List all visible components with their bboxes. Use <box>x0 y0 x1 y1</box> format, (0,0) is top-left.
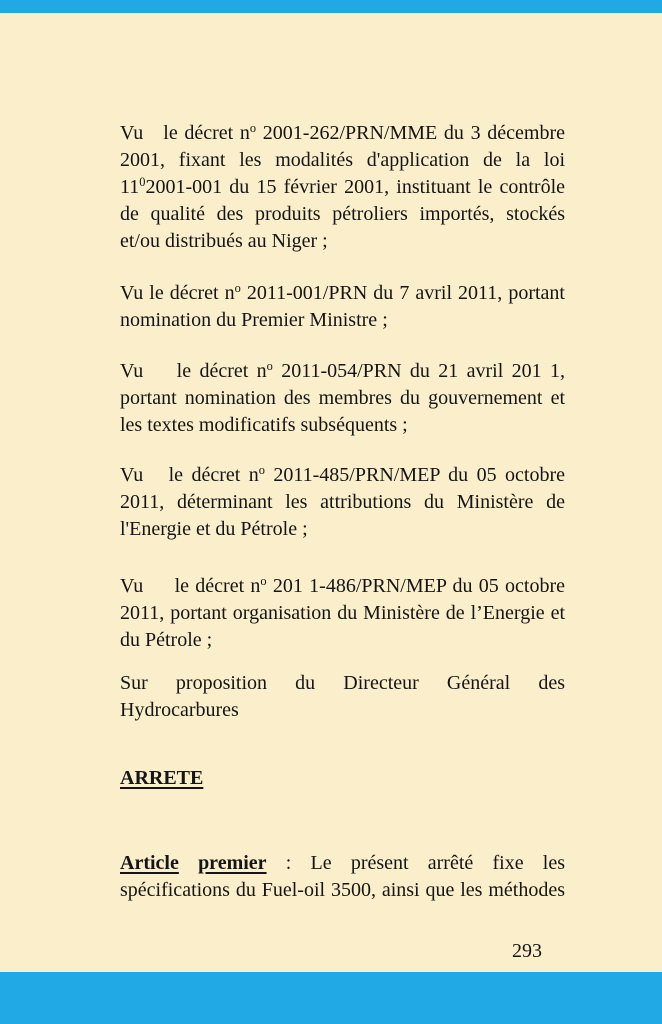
text-line <box>120 385 565 412</box>
text-run: l'Energie et du Pétrole ; <box>120 518 308 540</box>
text-line <box>120 489 565 516</box>
text-run: : Le présent arrêté fixe les <box>266 852 565 874</box>
text-run: Sur proposition du Directeur Général des <box>120 672 565 694</box>
superscript-text: o <box>260 574 267 589</box>
para-vu-decret-2011-001 <box>120 280 565 334</box>
text-line <box>120 120 565 147</box>
text-line <box>120 201 565 228</box>
text-run: 11 <box>120 176 140 198</box>
text-run: nomination du Premier Ministre ; <box>120 309 388 331</box>
page-number: 293 <box>512 940 542 962</box>
superscript-text: 0 <box>139 175 146 190</box>
text-line <box>120 147 565 174</box>
text-line <box>120 877 565 904</box>
superscript-text: o <box>258 463 265 478</box>
text-line <box>120 358 565 385</box>
text-run: 2011-001/PRN du 7 avril 2011, portant <box>240 282 565 304</box>
para-vu-decret-2011-485 <box>120 462 565 543</box>
superscript-text: o <box>234 281 241 296</box>
para-article-premier <box>120 850 565 904</box>
text-run: 201 1-486/PRN/MEP du 05 octobre <box>266 575 566 597</box>
text-run: 2001-262/PRN/MME du 3 décembre <box>256 122 565 144</box>
text-run: 2001, fixant les modalités d'application de la loi <box>120 149 565 171</box>
text-line <box>120 228 565 255</box>
text-line <box>120 850 565 877</box>
text-line <box>120 412 565 439</box>
text-run: spécifications du Fuel-oil 3500, ainsi que les méthodes <box>120 879 565 901</box>
para-vu-decret-2011-486 <box>120 573 565 654</box>
text-line <box>120 600 565 627</box>
text-line <box>120 573 565 600</box>
text-line <box>120 765 565 792</box>
text-run: Hydrocarbures <box>120 699 239 721</box>
text-line <box>120 516 565 543</box>
text-line <box>120 307 565 334</box>
text-run <box>179 852 198 874</box>
para-vu-decret-2011-054 <box>120 358 565 439</box>
text-run: Vu le décret n <box>120 575 261 597</box>
bottom-border-bar <box>0 972 662 1024</box>
text-run: 2011, déterminant les attributions du Ministère de <box>120 491 565 513</box>
text-line <box>120 697 565 724</box>
para-arrete <box>120 765 565 792</box>
superscript-text: o <box>249 121 257 136</box>
para-vu-decret-2001-262 <box>120 120 565 255</box>
superscript-text: o <box>266 359 273 374</box>
text-run: ARRETE <box>120 767 204 789</box>
text-run: premier <box>198 852 267 874</box>
text-line <box>120 174 565 201</box>
text-run: Vu le décret n <box>120 360 267 382</box>
document-body <box>120 120 565 965</box>
top-border-bar <box>0 0 662 13</box>
text-run: les textes modificatifs subséquents ; <box>120 414 408 436</box>
text-run: 2011, portant organisation du Ministère de l’Energie et <box>120 602 565 624</box>
text-run: 2001-001 du 15 février 2001, instituant le contrôle <box>145 176 565 198</box>
text-line <box>120 462 565 489</box>
text-run: et/ou distribués au Niger ; <box>120 230 328 252</box>
text-run: du Pétrole ; <box>120 629 213 651</box>
text-line <box>120 280 565 307</box>
text-run: de qualité des produits pétroliers importés, stockés <box>120 203 565 225</box>
text-run: 2011-485/PRN/MEP du 05 octobre <box>264 464 565 486</box>
text-run: Vu le décret n <box>120 122 250 144</box>
text-run: Vu le décret n <box>120 282 235 304</box>
text-run: 2011-054/PRN du 21 avril 201 1, <box>272 360 565 382</box>
text-run: Article <box>120 852 179 874</box>
text-line <box>120 670 565 697</box>
text-line <box>120 627 565 654</box>
text-run: Vu le décret n <box>120 464 259 486</box>
para-sur-proposition <box>120 670 565 724</box>
text-run: portant nomination des membres du gouvernement et <box>120 387 565 409</box>
